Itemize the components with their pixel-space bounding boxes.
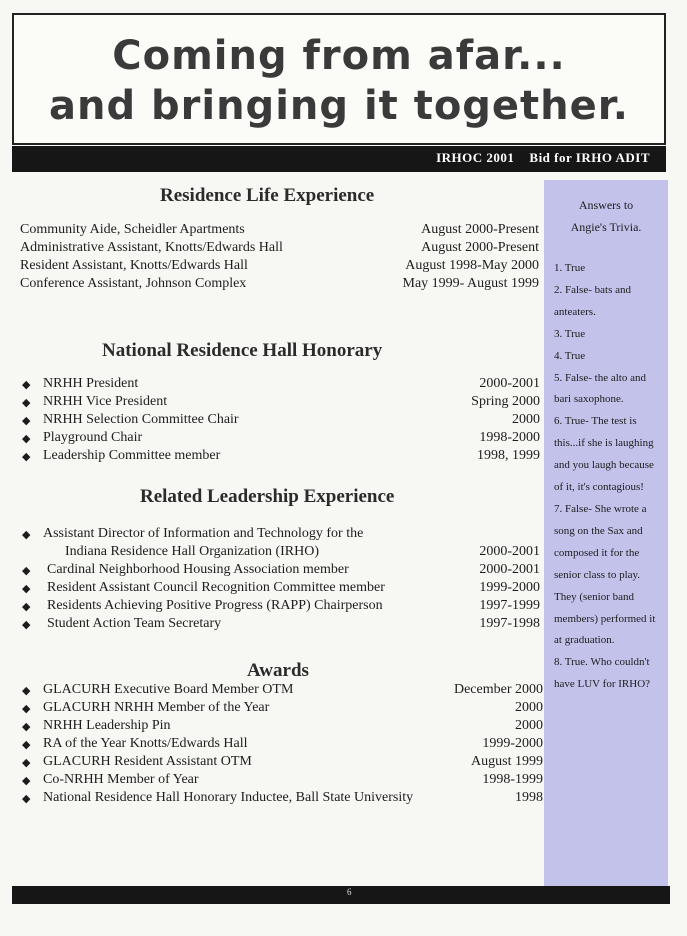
item-date: 1998	[515, 790, 543, 805]
item-text: Resident Assistant, Knotts/Edwards Hall	[20, 258, 248, 273]
item-text: GLACURH Executive Board Member OTM	[43, 682, 294, 697]
item-date: August 1998-May 2000	[405, 258, 539, 273]
section-heading-leadership: Related Leadership Experience	[140, 486, 395, 507]
item-date: 2000-2001	[479, 544, 540, 559]
diamond-bullet-icon: ◆	[22, 739, 31, 751]
banner-line-2: and bringing it together.	[48, 83, 630, 129]
banner-line-1: Coming from afar...	[112, 33, 566, 79]
section-heading-awards: Awards	[247, 660, 309, 681]
header-bar	[12, 146, 666, 172]
item-date: 2000-2001	[479, 562, 540, 577]
section-heading-residence: Residence Life Experience	[160, 185, 375, 206]
page-number: 6	[347, 887, 352, 897]
item-date: May 1999- August 1999	[402, 276, 539, 291]
diamond-bullet-icon: ◆	[22, 775, 31, 787]
item-text: Student Action Team Secretary	[47, 616, 222, 631]
sidebar-title-line-1: Answers to	[578, 198, 634, 212]
item-date: 1999-2000	[482, 736, 543, 751]
item-text: National Residence Hall Honorary Inductee, Ball State University	[43, 790, 414, 805]
trivia-answers-sidebar	[544, 180, 668, 886]
diamond-bullet-icon: ◆	[22, 619, 31, 631]
diamond-bullet-icon: ◆	[22, 433, 31, 445]
item-date: 1998, 1999	[477, 448, 540, 463]
diamond-bullet-icon: ◆	[22, 415, 31, 427]
diamond-bullet-icon: ◆	[22, 529, 31, 541]
item-text: Residents Achieving Positive Progress (RAPP) Chairperson	[47, 598, 383, 613]
item-text: Co-NRHH Member of Year	[43, 772, 199, 787]
sidebar-answers-text: 1. True 2. False- bats and anteaters. 3. True 4. True 5. False- the alto and bari saxophone. 6. True- The test is this...if she is laughing and you laugh because of it, it's contagious! 7. False- She wrote a song on the Sax and composed it for the senior class to play. They (senior band members) performed it at graduation. 8. True. Who couldn't have LUV for IRHO?	[554, 262, 656, 691]
item-date: August 2000-Present	[421, 222, 539, 237]
item-text: Leadership Committee member	[43, 448, 221, 463]
diamond-bullet-icon: ◆	[22, 721, 31, 733]
item-date: 2000	[512, 412, 540, 427]
item-text: Indiana Residence Hall Organization (IRHO)	[65, 544, 319, 559]
item-text: NRHH Vice President	[43, 394, 168, 409]
item-date: Spring 2000	[471, 394, 540, 409]
item-text: NRHH President	[43, 376, 139, 391]
item-text: GLACURH NRHH Member of the Year	[43, 700, 270, 715]
item-text: NRHH Selection Committee Chair	[43, 412, 239, 427]
diamond-bullet-icon: ◆	[22, 397, 31, 409]
diamond-bullet-icon: ◆	[22, 793, 31, 805]
item-date: 1999-2000	[479, 580, 540, 595]
item-date: August 1999	[471, 754, 543, 769]
item-date: 1998-1999	[482, 772, 543, 787]
diamond-bullet-icon: ◆	[22, 703, 31, 715]
item-date: 2000-2001	[479, 376, 540, 391]
diamond-bullet-icon: ◆	[22, 583, 31, 595]
item-text: RA of the Year Knotts/Edwards Hall	[43, 736, 248, 751]
section-heading-nrhh: National Residence Hall Honorary	[102, 340, 383, 361]
diamond-bullet-icon: ◆	[22, 379, 31, 391]
title-banner	[12, 13, 666, 145]
item-text: Cardinal Neighborhood Housing Association member	[47, 562, 349, 577]
diamond-bullet-icon: ◆	[22, 601, 31, 613]
diamond-bullet-icon: ◆	[22, 451, 31, 463]
item-date: 1997-1999	[479, 598, 540, 613]
item-date: August 2000-Present	[421, 240, 539, 255]
item-text: Administrative Assistant, Knotts/Edwards Hall	[20, 240, 283, 255]
diamond-bullet-icon: ◆	[22, 685, 31, 697]
diamond-bullet-icon: ◆	[22, 565, 31, 577]
item-text: GLACURH Resident Assistant OTM	[43, 754, 252, 769]
item-date: 2000	[515, 700, 543, 715]
item-text: Community Aide, Scheidler Apartments	[20, 222, 245, 237]
item-text: Assistant Director of Information and Technology for the	[43, 526, 364, 541]
item-text: Playground Chair	[43, 430, 143, 445]
sidebar-title-line-2: Angie's Trivia.	[570, 220, 642, 234]
item-text: Conference Assistant, Johnson Complex	[20, 276, 247, 291]
item-date: December 2000	[453, 682, 543, 697]
sidebar-title	[544, 194, 668, 238]
diamond-bullet-icon: ◆	[22, 757, 31, 769]
item-date: 1998-2000	[479, 430, 540, 445]
item-date: 1997-1998	[479, 616, 540, 631]
item-text: Resident Assistant Council Recognition Committee member	[47, 580, 385, 595]
item-text: NRHH Leadership Pin	[43, 718, 171, 733]
header-text: IRHOC 2001 Bid for IRHO ADIT	[436, 150, 650, 165]
footer-bar	[12, 886, 670, 904]
item-date: 2000	[515, 718, 543, 733]
